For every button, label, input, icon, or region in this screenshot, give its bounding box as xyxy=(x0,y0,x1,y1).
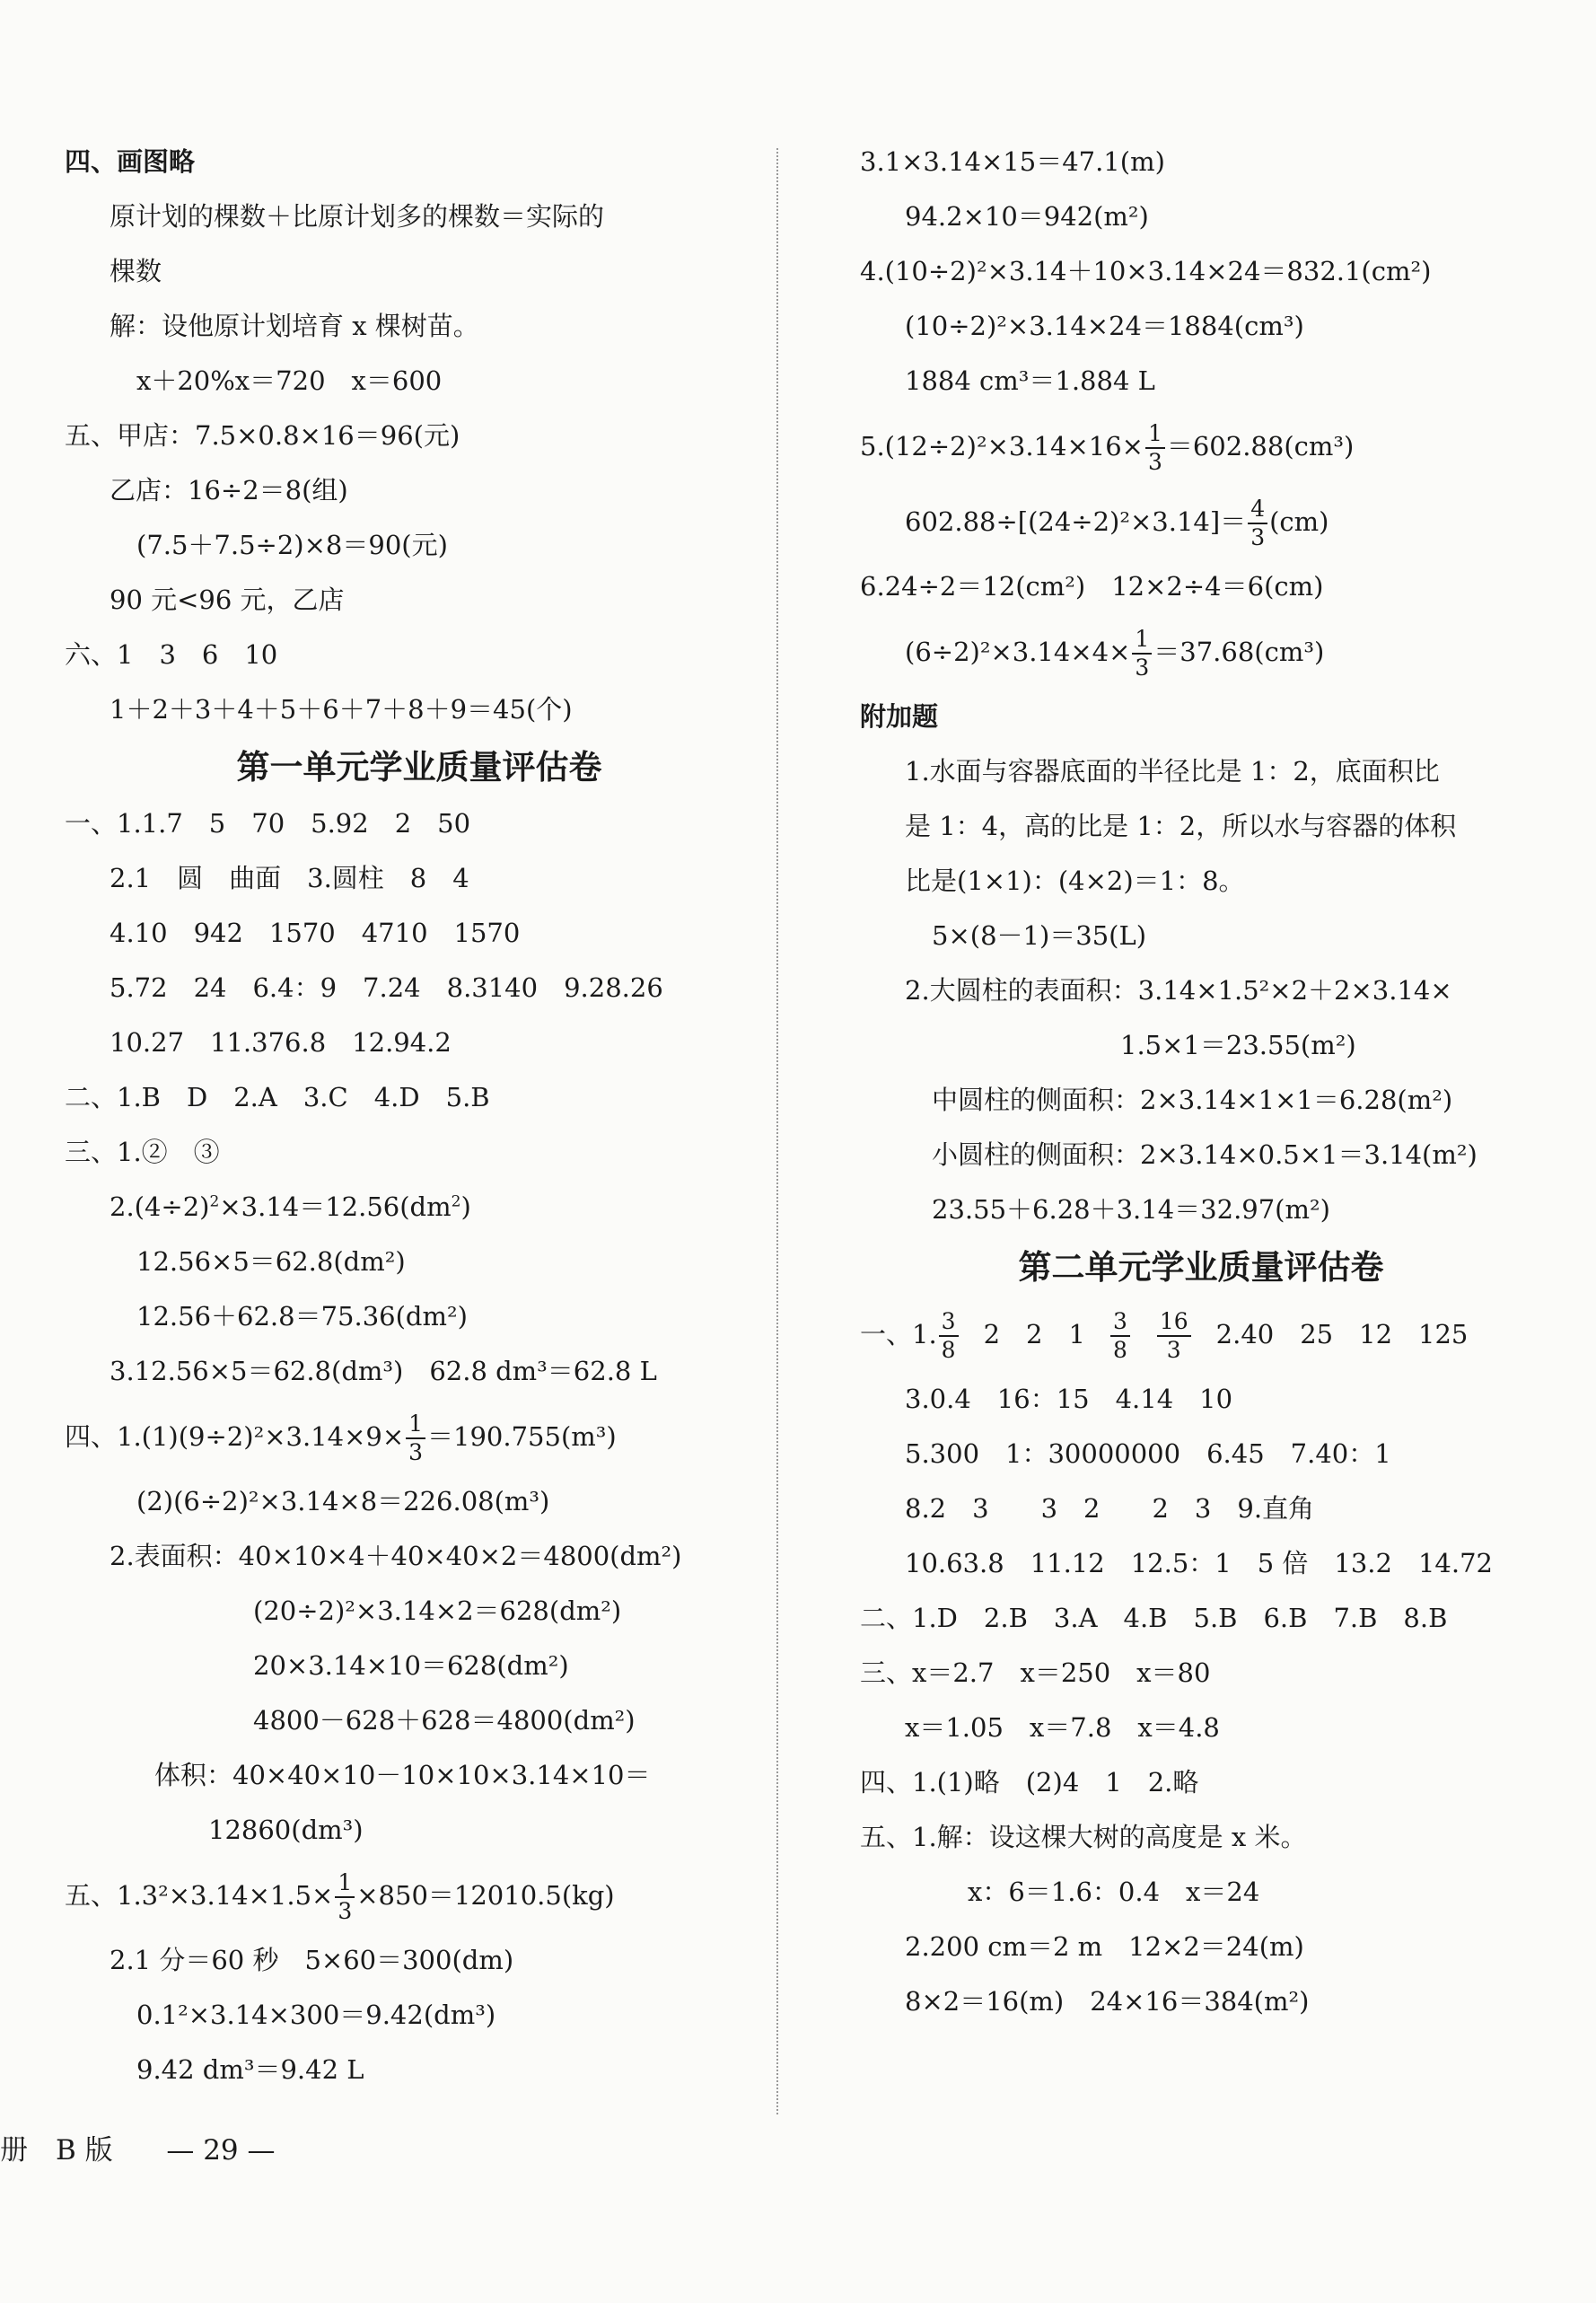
text: ×3.14＝12.56(dm xyxy=(219,1191,452,1222)
answer-line xyxy=(860,1297,1542,1372)
answer-line: 中圆柱的侧面积：2×3.14×1×1＝6.28(m²) xyxy=(932,1085,1453,1115)
fraction xyxy=(1145,420,1165,476)
fraction xyxy=(939,1308,959,1364)
left-column xyxy=(65,135,774,2097)
answer-line: 2.大圆柱的表面积：3.14×1.5²×2＋2×3.14× xyxy=(905,975,1452,1006)
denominator: 3 xyxy=(1135,655,1150,681)
answer-line: (10÷2)²×3.14×24＝1884(cm³) xyxy=(905,311,1304,341)
answer-line: x＋20%x＝720 x＝600 xyxy=(136,365,443,396)
answer-line: 94.2×10＝942(m²) xyxy=(905,201,1149,232)
answer-line: 8×2＝16(m) 24×16＝384(m²) xyxy=(905,1986,1310,2017)
unit-2-title: 第二单元学业质量评估卷 xyxy=(1018,1247,1384,1287)
answer-line: 四、1.(1)略 (2)4 1 2.略 xyxy=(860,1767,1199,1798)
answer-line xyxy=(860,484,1542,559)
answer-line xyxy=(860,614,1542,690)
answer-line: 2.1 分＝60 秒 5×60＝300(dm) xyxy=(110,1945,514,1975)
answer-line xyxy=(860,409,1542,484)
right-column xyxy=(860,135,1542,2029)
answer-line: 3.0.4 16：15 4.14 10 xyxy=(905,1384,1233,1414)
answer-line: 比是(1×1)：(4×2)＝1：8。 xyxy=(905,866,1245,896)
answer-line: 1＋2＋3＋4＋5＋6＋7＋8＋9＝45(个) xyxy=(110,694,573,725)
text: (cm) xyxy=(1269,506,1329,537)
text: ) xyxy=(460,1191,471,1222)
text: 5.(12÷2)²×3.14×16× xyxy=(860,431,1144,461)
edition-label: 册 B 版 xyxy=(0,2134,113,2167)
answer-line: 小圆柱的侧面积：2×3.14×0.5×1＝3.14(m²) xyxy=(932,1139,1478,1170)
answer-line: 是 1：4，高的比是 1：2，所以水与容器的体积 xyxy=(905,811,1457,841)
fraction xyxy=(335,1869,355,1925)
answer-line: 二、1.B D 2.A 3.C 4.D 5.B xyxy=(65,1082,490,1112)
denominator: 8 xyxy=(941,1337,956,1363)
text: 一、1. xyxy=(860,1319,937,1349)
answer-line: 9.42 dm³＝9.42 L xyxy=(136,2054,364,2085)
answer-line: 23.55＋6.28＋3.14＝32.97(m²) xyxy=(932,1194,1330,1225)
answer-line xyxy=(65,1399,774,1474)
answer-line: 解：设他原计划培育 x 棵树苗。 xyxy=(110,311,479,341)
denominator: 3 xyxy=(408,1439,424,1465)
answer-line: 一、1.1.7 5 70 5.92 2 50 xyxy=(65,808,471,839)
text: 602.88÷[(24÷2)²×3.14]＝ xyxy=(905,506,1247,537)
numerator: 1 xyxy=(1145,420,1165,449)
answer-line xyxy=(65,1858,774,1933)
answer-line: 4800－628＋628＝4800(dm²) xyxy=(253,1705,636,1736)
answer-line: x：6＝1.6：0.4 x＝24 xyxy=(968,1877,1260,1907)
answer-line: (2)(6÷2)²×3.14×8＝226.08(m³) xyxy=(136,1486,550,1516)
answer-line: 棵数 xyxy=(110,256,162,286)
answer-line: 三、1.② ③ xyxy=(65,1137,220,1167)
fraction xyxy=(1132,626,1152,681)
section-5-heading: 五、甲店：7.5×0.8×16＝96(元) xyxy=(65,420,460,451)
text: 2 2 1 xyxy=(983,1319,1085,1349)
answer-line: 5×(8－1)＝35(L) xyxy=(932,920,1147,951)
answer-line: 乙店：16÷2＝8(组) xyxy=(110,475,348,505)
fraction xyxy=(1110,1308,1130,1364)
answer-line: 4.(10÷2)²×3.14＋10×3.14×24＝832.1(cm²) xyxy=(860,256,1432,286)
answer-line: (20÷2)²×3.14×2＝628(dm²) xyxy=(253,1595,622,1626)
fraction xyxy=(1157,1308,1191,1364)
answer-line: 体积：40×40×10－10×10×3.14×10＝ xyxy=(154,1760,651,1790)
answer-line: 10.27 11.376.8 12.94.2 xyxy=(110,1027,452,1058)
denominator: 3 xyxy=(1250,524,1266,550)
text: 2.40 25 12 125 xyxy=(1215,1319,1469,1349)
denominator: 8 xyxy=(1112,1337,1127,1363)
text: 五、1.3²×3.14×1.5× xyxy=(65,1880,334,1911)
page-number: — 29 — xyxy=(166,2134,276,2167)
answer-line: 5.72 24 6.4：9 7.24 8.3140 9.28.26 xyxy=(110,972,663,1003)
denominator: 3 xyxy=(338,1898,353,1924)
numerator: 1 xyxy=(335,1869,355,1898)
text: 四、1.(1)(9÷2)²×3.14×9× xyxy=(65,1421,405,1452)
answer-line: 2.1 圆 曲面 3.圆柱 8 4 xyxy=(110,863,469,893)
answer-line: 1884 cm³＝1.884 L xyxy=(905,365,1155,396)
fraction xyxy=(1248,496,1267,551)
answer-line: 二、1.D 2.B 3.A 4.B 5.B 6.B 7.B 8.B xyxy=(860,1603,1448,1633)
answer-line: $2.(4\div 2)^2\times 3.14=12.56(dm^2)$ xyxy=(110,1191,471,1222)
numerator: 3 xyxy=(1110,1308,1130,1337)
answer-line: 4.10 942 1570 4710 1570 xyxy=(110,918,521,948)
answer-line: 8.2 3 3 2 2 3 9.直角 xyxy=(905,1493,1315,1524)
text: ＝37.68(cm³) xyxy=(1153,637,1325,667)
section-6-heading: 六、1 3 6 10 xyxy=(65,639,278,670)
answer-line: 6.24÷2＝12(cm²) 12×2÷4＝6(cm) xyxy=(860,571,1324,602)
fraction xyxy=(406,1411,425,1466)
answer-line: 90 元<96 元，乙店 xyxy=(110,585,345,615)
answer-line: 2.表面积：40×10×4＋40×40×2＝4800(dm²) xyxy=(110,1541,682,1571)
unit-1-title: 第一单元学业质量评估卷 xyxy=(236,747,602,787)
numerator: 1 xyxy=(1132,626,1152,655)
numerator: 16 xyxy=(1157,1308,1191,1337)
extra-questions-heading: 附加题 xyxy=(860,701,939,732)
answer-line: (7.5＋7.5÷2)×8＝90(元) xyxy=(136,530,448,560)
text: ＝602.88(cm³) xyxy=(1166,431,1355,461)
numerator: 1 xyxy=(406,1411,425,1439)
text: (6÷2)²×3.14×4× xyxy=(905,637,1131,667)
answer-line: 20×3.14×10＝628(dm²) xyxy=(253,1650,569,1681)
numerator: 4 xyxy=(1248,496,1267,524)
section-4-heading: 四、画图略 xyxy=(65,146,196,177)
answer-line: 1.5×1＝23.55(m²) xyxy=(1120,1030,1356,1060)
text: 2.(4÷2) xyxy=(110,1191,210,1222)
denominator: 3 xyxy=(1147,449,1162,475)
text: ×850＝12010.5(kg) xyxy=(356,1880,615,1911)
text: ＝190.755(m³) xyxy=(427,1421,617,1452)
answer-line: 12.56＋62.8＝75.36(dm²) xyxy=(136,1301,468,1332)
answer-line: 10.63.8 11.12 12.5：1 5 倍 13.2 14.72 xyxy=(905,1548,1493,1578)
numerator: 3 xyxy=(939,1308,959,1337)
answer-line: 12860(dm³) xyxy=(208,1815,364,1845)
answer-line: 3.12.56×5＝62.8(dm³) 62.8 dm³＝62.8 L xyxy=(110,1356,657,1386)
answer-line: x＝1.05 x＝7.8 x＝4.8 xyxy=(905,1712,1220,1743)
answer-line: 五、1.解：设这棵大树的高度是 x 米。 xyxy=(860,1822,1307,1852)
denominator: 3 xyxy=(1166,1337,1181,1363)
column-divider xyxy=(776,148,778,2114)
answer-line: 2.200 cm＝2 m 12×2＝24(m) xyxy=(905,1931,1304,1962)
answer-line: 三、x＝2.7 x＝250 x＝80 xyxy=(860,1657,1211,1688)
page-footer xyxy=(0,2128,276,2173)
answer-line: 1.水面与容器底面的半径比是 1：2，底面积比 xyxy=(905,756,1440,787)
answer-line: 12.56×5＝62.8(dm²) xyxy=(136,1246,406,1277)
answer-line: 原计划的棵数＋比原计划多的棵数＝实际的 xyxy=(110,201,605,232)
answer-line: 3.1×3.14×15＝47.1(m) xyxy=(860,146,1165,177)
answer-line: 5.300 1：30000000 6.45 7.40：1 xyxy=(905,1438,1391,1469)
answer-line: 0.1²×3.14×300＝9.42(dm³) xyxy=(136,2000,496,2030)
